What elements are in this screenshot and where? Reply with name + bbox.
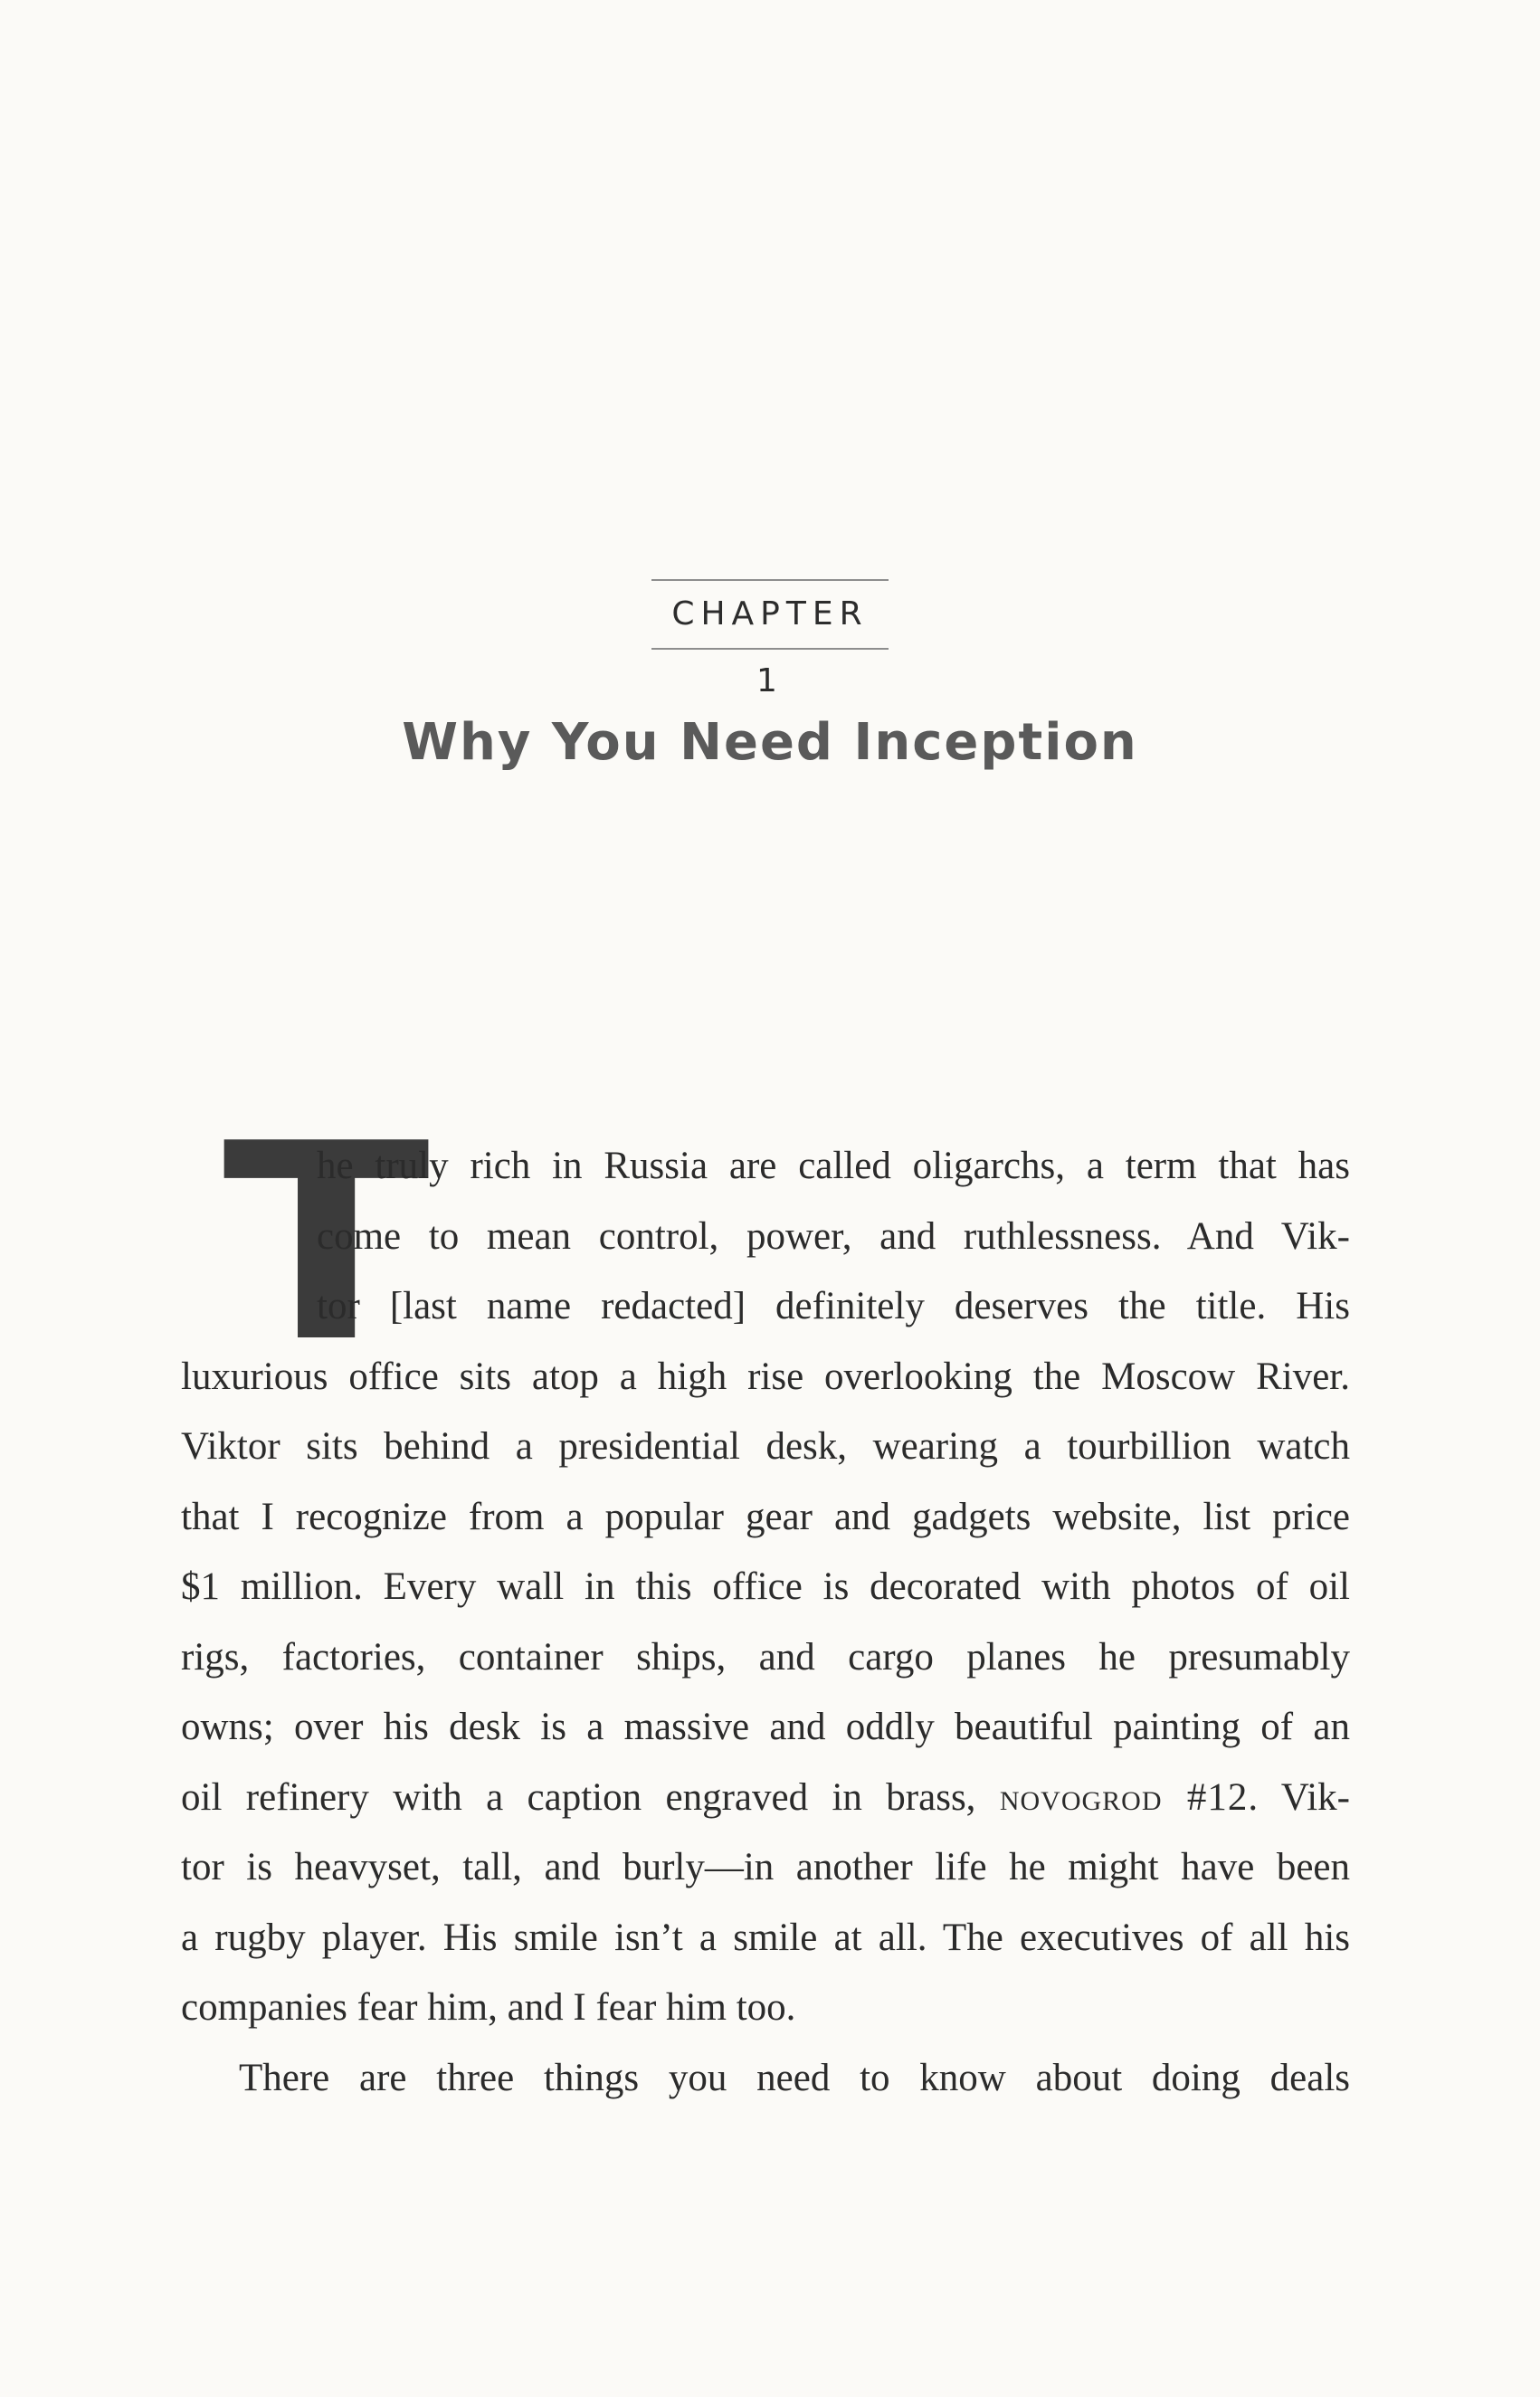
body-line-text: oil refinery with a caption engraved in brass, bbox=[181, 1775, 1000, 1819]
body-line: There are three things you need to know about doing deals bbox=[239, 2056, 1350, 2099]
body-line: come to mean control, power, and ruthlessness. And Vik- bbox=[317, 1214, 1350, 1258]
body-line: a rugby player. His smile isn’t a smile at all. The executives of all his bbox=[181, 1916, 1350, 1959]
body-line: tor [last name redacted] definitely deserves the title. His bbox=[317, 1285, 1350, 1327]
chapter-label-rule bbox=[651, 579, 889, 699]
chapter-title: Why You Need Inception bbox=[402, 713, 1138, 772]
drop-cap: T bbox=[223, 1086, 431, 1402]
chapter-label: CHAPTER 1 bbox=[671, 595, 869, 699]
body-line: Viktor sits behind a presidential desk, wearing a tourbillion watch bbox=[181, 1425, 1350, 1468]
caption-smallcaps: novogrod #12 bbox=[999, 1775, 1249, 1819]
body-line: owns; over his desk is a massive and oddly beautiful painting of an bbox=[181, 1706, 1350, 1748]
body-line: rigs, factories, container ships, and cargo planes he presumably bbox=[181, 1635, 1350, 1679]
body-line: tor is heavyset, tall, and burly—in another life he might have been bbox=[181, 1846, 1350, 1888]
body-line: he truly rich in Russia are called oligarchs, a term that has bbox=[317, 1145, 1350, 1187]
body-line: companies fear him, and I fear him too. bbox=[181, 1986, 796, 2029]
body-text bbox=[181, 1086, 1350, 2113]
caption-after: . Vik- bbox=[1248, 1775, 1350, 1819]
body-line: that I recognize from a popular gear and gadgets website, list price bbox=[181, 1495, 1350, 1538]
body-line: luxurious office sits atop a high rise overlooking the Moscow River. bbox=[181, 1355, 1350, 1398]
body-line-caption bbox=[181, 1763, 1350, 1833]
body-line: $1 million. Every wall in this office is decorated with photos of oil bbox=[181, 1565, 1350, 1608]
